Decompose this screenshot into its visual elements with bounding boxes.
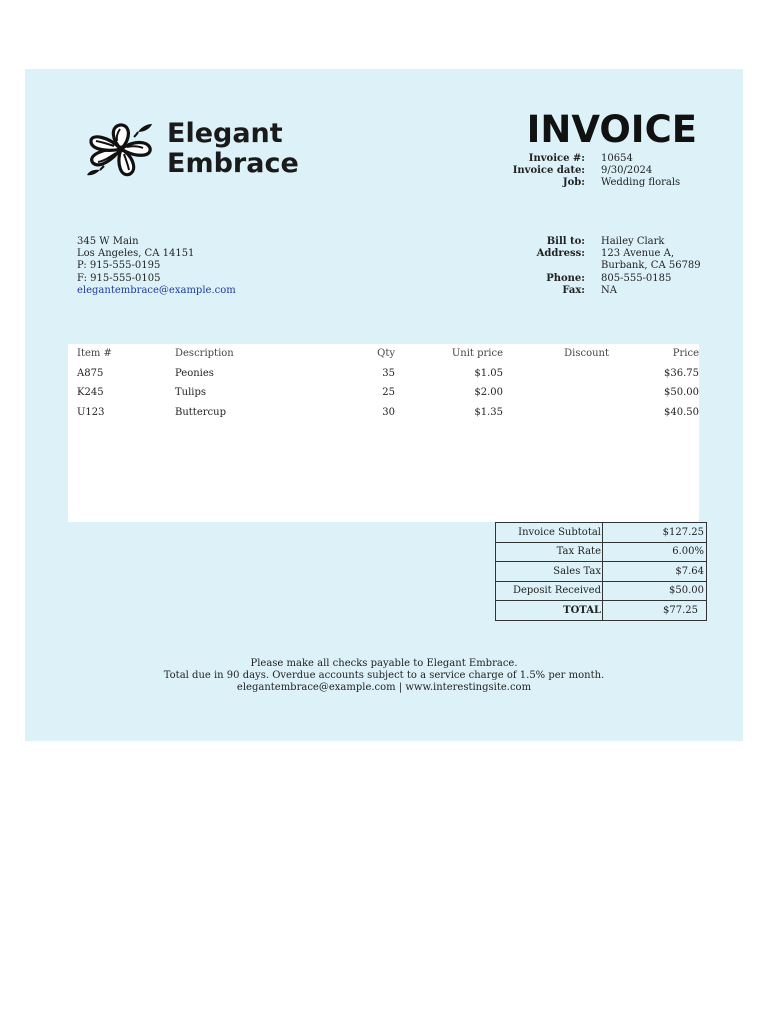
invoice-meta [505, 153, 680, 190]
bill-to-phone-label: Phone: [546, 272, 585, 284]
totals-row-subtotal [496, 523, 707, 543]
sales-tax-value: $7.64 [603, 562, 707, 582]
footer-payable-note: Please make all checks payable to Elegant Embrace. [250, 658, 518, 669]
item-unit-price: $1.05 [474, 367, 503, 379]
table-row [68, 383, 699, 403]
sales-tax-label: Sales Tax [496, 562, 603, 582]
table-row [68, 403, 699, 423]
item-number: U123 [77, 406, 105, 418]
tax-rate-label: Tax Rate [496, 542, 603, 562]
footer-contact: elegantembrace@example.com | www.interestingsite.com [236, 682, 532, 693]
totals-row-total [496, 601, 707, 621]
deposit-value: $50.00 [603, 581, 707, 601]
item-unit-price: $1.35 [474, 406, 503, 418]
footer-terms-note: Total due in 90 days. Overdue accounts subject to a service charge of 1.5% per month. [163, 670, 605, 681]
column-header-description: Description [175, 348, 234, 360]
invoice-title: INVOICE [526, 108, 697, 151]
company-address-line1: 345 W Main [77, 236, 139, 247]
item-number: K245 [77, 387, 104, 399]
company-address [77, 236, 236, 297]
column-header-item: Item # [77, 348, 112, 360]
column-header-price: Price [672, 348, 699, 360]
totals-row-tax-rate [496, 542, 707, 562]
company-address-line2: Los Angeles, CA 14151 [77, 248, 195, 260]
bill-to-phone: 805-555-0185 [601, 272, 672, 284]
item-number: A875 [77, 367, 104, 379]
column-header-qty: Qty [377, 348, 395, 360]
job-label: Job: [562, 177, 585, 189]
company-fax: F: 915-555-0105 [77, 272, 161, 284]
subtotal-label: Invoice Subtotal [496, 523, 603, 543]
item-description: Tulips [175, 387, 207, 399]
bill-to-address-label: Address: [536, 248, 585, 260]
totals-row-sales-tax [496, 562, 707, 582]
bill-to-block [505, 236, 701, 297]
company-phone: P: 915-555-0195 [77, 260, 161, 272]
company-name-line1: Elegant [167, 118, 283, 149]
item-qty: 30 [382, 406, 395, 418]
bill-to-name: Hailey Clark [601, 236, 665, 247]
job-value: Wedding florals [601, 177, 681, 189]
item-qty: 35 [382, 367, 395, 379]
item-unit-price: $2.00 [474, 387, 503, 399]
totals-row-deposit [496, 581, 707, 601]
bill-to-address-line2: Burbank, CA 56789 [601, 260, 701, 272]
column-header-unit-price: Unit price [451, 348, 503, 360]
column-header-discount: Discount [564, 348, 609, 360]
flower-icon [80, 120, 162, 184]
bill-to-label: Bill to: [546, 236, 585, 247]
totals-table [495, 522, 707, 621]
deposit-label: Deposit Received [496, 581, 603, 601]
bill-to-address-line1: 123 Avenue A, [601, 248, 675, 260]
invoice-footer [25, 658, 743, 694]
total-value: $77.25 [603, 601, 707, 621]
item-price: $36.75 [664, 367, 699, 379]
item-price: $50.00 [664, 387, 699, 399]
item-qty: 25 [382, 387, 395, 399]
subtotal-value: $127.25 [603, 523, 707, 543]
item-description: Buttercup [175, 406, 226, 418]
tax-rate-value: 6.00% [603, 542, 707, 562]
invoice-number: 10654 [601, 153, 633, 164]
company-name [167, 119, 299, 179]
item-discount [503, 383, 609, 403]
company-email-link[interactable]: elegantembrace@example.com [77, 284, 236, 296]
bill-to-fax-label: Fax: [562, 284, 585, 296]
invoice-number-label: Invoice #: [528, 153, 585, 164]
line-items-table [68, 344, 699, 522]
invoice-date-label: Invoice date: [512, 165, 585, 177]
item-discount [503, 364, 609, 384]
bill-to-fax: NA [601, 284, 617, 296]
total-label: TOTAL [496, 601, 603, 621]
item-price: $40.50 [664, 406, 699, 418]
item-discount [503, 403, 609, 423]
table-row [68, 364, 699, 384]
invoice-date: 9/30/2024 [601, 165, 653, 177]
item-description: Peonies [175, 367, 214, 379]
company-name-line2: Embrace [167, 148, 299, 179]
table-header-row [68, 344, 699, 364]
